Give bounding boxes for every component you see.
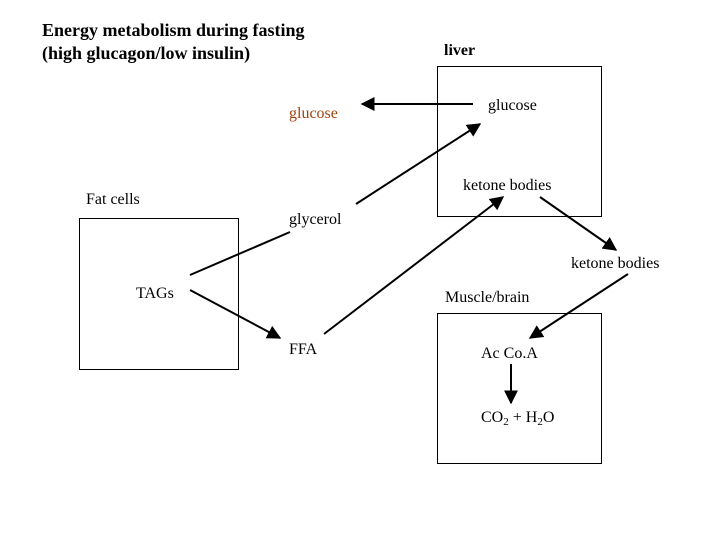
ketone-bodies-liver-label: ketone bodies (463, 177, 552, 194)
ffa-label: FFA (289, 341, 318, 358)
muscle-brain-label: Muscle/brain (445, 289, 530, 306)
arrow-tags-to-glycerol (190, 232, 290, 275)
title-line-1: Energy metabolism during fasting (42, 20, 305, 40)
co2-text: CO (481, 409, 504, 426)
arrow-ketone-blood-to-muscle (530, 274, 628, 338)
arrow-ffa-to-liver (324, 197, 503, 334)
plus-h-text: + H (508, 409, 538, 426)
co2-h2o-label (481, 408, 554, 427)
tags-label: TAGs (136, 285, 174, 302)
arrow-glycerol-to-liver (356, 124, 480, 204)
h2o-subscript: 2 (537, 416, 543, 428)
arrow-tags-to-ffa (190, 290, 280, 338)
fat-cells-label: Fat cells (86, 191, 140, 208)
liver-label: liver (444, 42, 476, 59)
glucose-blood-label: glucose (289, 105, 338, 122)
glycerol-label: glycerol (289, 211, 342, 228)
arrow-ketone-liver-to-blood (540, 197, 616, 250)
title-line-2: (high glucagon/low insulin) (42, 43, 251, 63)
acetyl-coa-label: Ac Co.A (481, 345, 538, 362)
h2o-o-text: O (542, 409, 555, 426)
glucose-liver-label: glucose (488, 97, 537, 114)
ketone-bodies-blood-label: ketone bodies (571, 255, 660, 272)
co2-subscript: 2 (503, 416, 509, 428)
